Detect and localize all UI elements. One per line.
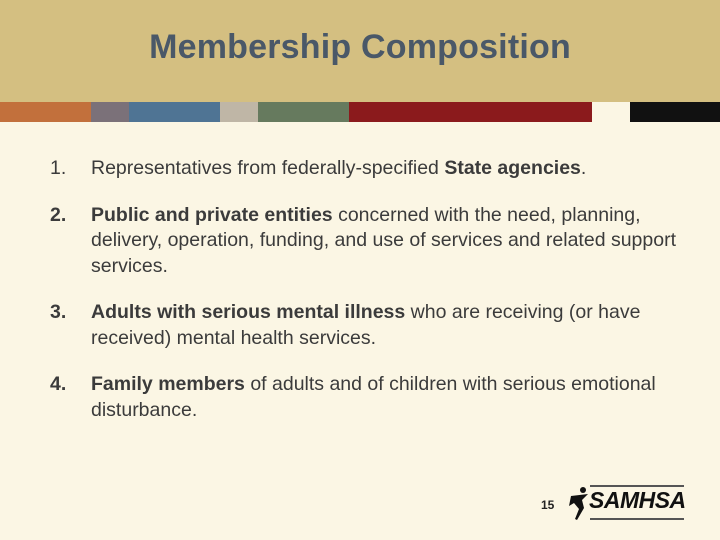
- item-text-post: .: [580, 157, 587, 179]
- list-item: [50, 300, 690, 351]
- list-number: 4.: [50, 373, 67, 395]
- item-text-pre: Representatives from federally-specified: [91, 157, 445, 179]
- item-text-bold: State agencies: [444, 157, 581, 179]
- item-text-post: who are receiving (or have received) mental health services.: [91, 301, 641, 349]
- stripe-segment-blue: [129, 102, 220, 122]
- person-figure-icon: [568, 486, 590, 522]
- list-item: [50, 372, 690, 423]
- item-text-post: of adults and of children with serious emotional disturbance.: [91, 373, 656, 421]
- page-number: 15: [541, 498, 555, 512]
- item-text-bold: Public and private entities: [91, 203, 333, 226]
- list-item: [50, 156, 690, 182]
- item-text-bold: Adults with serious mental illness: [91, 301, 406, 323]
- composition-list: [50, 156, 690, 444]
- stripe-segment-black: [630, 102, 720, 122]
- list-number: 3.: [50, 301, 67, 323]
- stripe-segment-mauve: [91, 102, 129, 122]
- stripe-segment-orange: [0, 102, 91, 122]
- list-number: 1.: [50, 157, 67, 179]
- logo-wordmark: SAMHSA: [589, 487, 686, 513]
- stripe-segment-gray: [220, 102, 258, 122]
- logo-contact-line: [590, 518, 684, 520]
- list-number: 2.: [50, 203, 67, 226]
- samhsa-logo: [568, 484, 688, 524]
- list-item: [50, 203, 690, 280]
- slide-title: Membership Composition: [149, 28, 571, 66]
- stripe-segment-red: [349, 102, 592, 122]
- item-text-bold: Family members: [91, 373, 245, 395]
- stripe-segment-green: [258, 102, 349, 122]
- item-text-post: concerned with the need, planning, delivery, operation, funding, and use of services and related support services.: [91, 203, 676, 277]
